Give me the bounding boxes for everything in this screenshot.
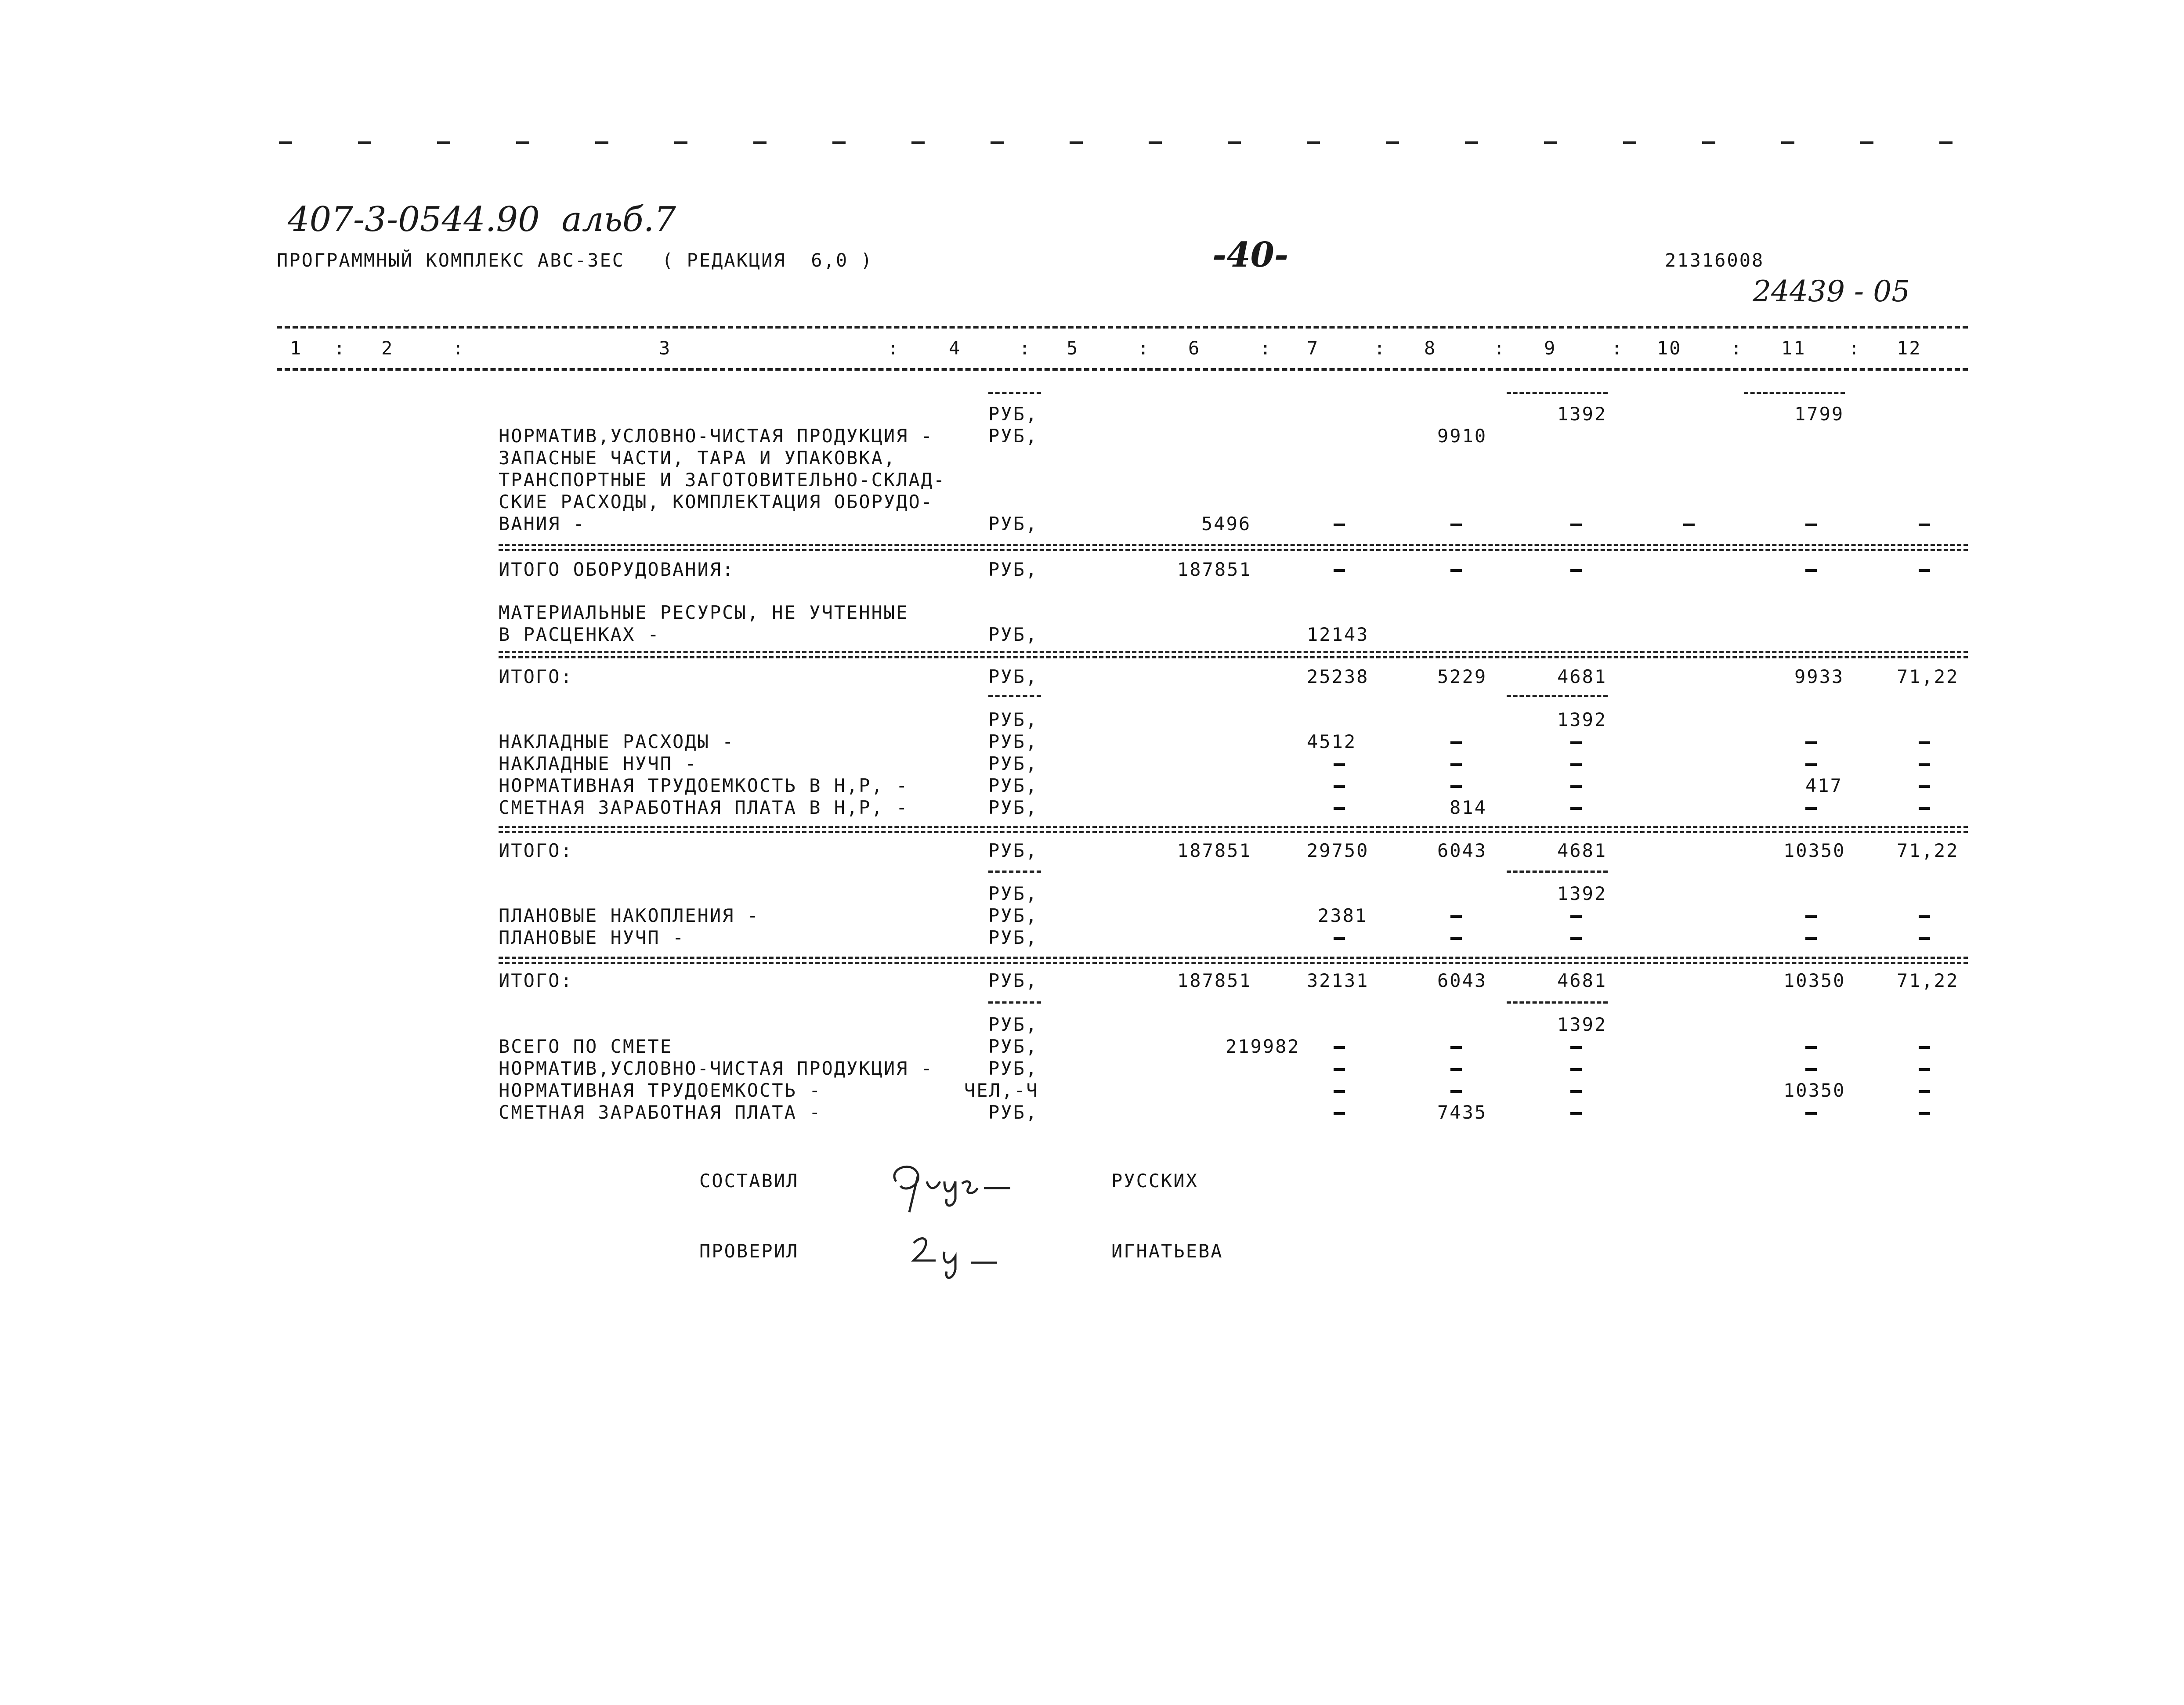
top-dash bbox=[1939, 141, 1953, 144]
cell: 187851 bbox=[1177, 559, 1252, 580]
cell: ЧЕЛ,-Ч bbox=[964, 1080, 1039, 1101]
col-sep: : bbox=[1493, 337, 1506, 359]
cell: РУБ, bbox=[988, 905, 1038, 926]
dash bbox=[1805, 807, 1817, 810]
cell: 4512 bbox=[1307, 731, 1357, 752]
row-label: НАКЛАДНЫЕ РАСХОДЫ - bbox=[499, 731, 735, 752]
dash bbox=[1919, 1068, 1930, 1071]
cell: РУБ, bbox=[988, 753, 1038, 774]
composed-name: РУССКИХ bbox=[1111, 1170, 1199, 1192]
top-dash bbox=[437, 141, 450, 144]
row-label: НОРМАТИВНАЯ ТРУДОЕМКОСТЬ В Н,Р, - bbox=[499, 775, 909, 796]
signature-checked bbox=[905, 1225, 1045, 1287]
signature-composed bbox=[879, 1151, 1019, 1217]
handwritten-doc-code: 407-3-0544.90 альб.7 bbox=[288, 200, 676, 239]
row-label: В РАСЦЕНКАХ - bbox=[499, 624, 660, 645]
cell: РУБ, bbox=[988, 559, 1038, 580]
top-dash bbox=[753, 141, 767, 144]
dash bbox=[1919, 1112, 1930, 1115]
row-label: СМЕТНАЯ ЗАРАБОТНАЯ ПЛАТА В Н,Р, - bbox=[499, 797, 909, 818]
cell: РУБ, bbox=[988, 883, 1038, 904]
top-dash bbox=[595, 141, 608, 144]
top-dash bbox=[279, 141, 292, 144]
dash bbox=[1334, 569, 1345, 572]
row-label: ВСЕГО ПО СМЕТЕ bbox=[499, 1036, 673, 1057]
dash bbox=[1450, 785, 1462, 788]
top-dash bbox=[1544, 141, 1557, 144]
row-rule bbox=[499, 656, 1968, 658]
dash bbox=[1805, 763, 1817, 766]
col-2: 2 bbox=[381, 337, 394, 359]
cell-rule bbox=[1507, 871, 1608, 873]
dash bbox=[1570, 1046, 1582, 1049]
row-rule bbox=[499, 549, 1968, 551]
row-label: ВАНИЯ - bbox=[499, 513, 586, 535]
cell: 5229 bbox=[1437, 666, 1487, 687]
dash bbox=[1450, 1090, 1462, 1093]
dash bbox=[1334, 937, 1345, 940]
dash bbox=[1570, 524, 1582, 526]
dash bbox=[1334, 1112, 1345, 1115]
table-row: РУБ, bbox=[988, 403, 1038, 425]
cell: РУБ, bbox=[988, 624, 1038, 645]
row-label: НАКЛАДНЫЕ НУЧП - bbox=[499, 753, 698, 774]
cell: 71,22 bbox=[1897, 840, 1959, 861]
dash bbox=[1334, 807, 1345, 810]
col-11: 11 bbox=[1781, 337, 1806, 359]
top-dash bbox=[991, 141, 1004, 144]
cell: РУБ, bbox=[988, 666, 1038, 687]
cell: 1392 bbox=[1557, 883, 1607, 904]
dash bbox=[1570, 1090, 1582, 1093]
dash bbox=[1570, 915, 1582, 918]
cell: 1392 bbox=[1557, 1014, 1607, 1035]
col-5: 5 bbox=[1067, 337, 1079, 359]
top-dash bbox=[1149, 141, 1162, 144]
dash bbox=[1919, 524, 1930, 526]
cell: 29750 bbox=[1307, 840, 1369, 861]
handwritten-sheet-code: 24439 - 05 bbox=[1753, 275, 1910, 308]
dash bbox=[1919, 741, 1930, 744]
checked-name: ИГНАТЬЕВА bbox=[1111, 1240, 1223, 1262]
dash bbox=[1805, 569, 1817, 572]
unit-rule bbox=[988, 392, 1041, 394]
cell-rule bbox=[1744, 392, 1845, 394]
dash bbox=[1450, 915, 1462, 918]
dash bbox=[1805, 1068, 1817, 1071]
row-label: ТРАНСПОРТНЫЕ И ЗАГОТОВИТЕЛЬНО-СКЛАД- bbox=[499, 469, 946, 491]
cell: РУБ, bbox=[988, 513, 1038, 535]
row-label: ИТОГО: bbox=[499, 840, 573, 861]
unit-rule bbox=[988, 1001, 1041, 1004]
col-6: 6 bbox=[1188, 337, 1201, 359]
cell: 7435 bbox=[1437, 1102, 1487, 1123]
col-sep: : bbox=[1848, 337, 1861, 359]
dash bbox=[1450, 1068, 1462, 1071]
cell-rule bbox=[1507, 1001, 1608, 1004]
dash bbox=[1805, 1046, 1817, 1049]
dash bbox=[1334, 1046, 1345, 1049]
cell: РУБ, bbox=[988, 775, 1038, 796]
cell: 25238 bbox=[1307, 666, 1369, 687]
cell: 417 bbox=[1805, 775, 1843, 796]
header-top-rule bbox=[277, 326, 1968, 329]
cell: 4681 bbox=[1557, 970, 1607, 991]
dash bbox=[1570, 1068, 1582, 1071]
cell: 6043 bbox=[1437, 970, 1487, 991]
row-rule bbox=[499, 651, 1968, 653]
program-title: ПРОГРАММНЫЙ КОМПЛЕКС АВС-3ЕС ( РЕДАКЦИЯ 6,0 ) bbox=[277, 249, 873, 271]
row-label: СМЕТНАЯ ЗАРАБОТНАЯ ПЛАТА - bbox=[499, 1102, 822, 1123]
cell: 71,22 bbox=[1897, 666, 1959, 687]
cell: 6043 bbox=[1437, 840, 1487, 861]
cell: 9933 bbox=[1794, 666, 1844, 687]
dash bbox=[1334, 1090, 1345, 1093]
col-sep: : bbox=[887, 337, 900, 359]
cell: 10350 bbox=[1783, 840, 1846, 861]
top-dash bbox=[674, 141, 687, 144]
row-label: ИТОГО: bbox=[499, 970, 573, 991]
top-dash bbox=[1228, 141, 1241, 144]
top-dash bbox=[832, 141, 846, 144]
dash bbox=[1334, 1068, 1345, 1071]
col-9: 9 bbox=[1544, 337, 1557, 359]
dash bbox=[1570, 807, 1582, 810]
dash bbox=[1919, 807, 1930, 810]
dash bbox=[1919, 763, 1930, 766]
unit-rule bbox=[988, 695, 1041, 697]
cell: РУБ, bbox=[988, 1058, 1038, 1079]
col-12: 12 bbox=[1897, 337, 1922, 359]
col-3: 3 bbox=[659, 337, 672, 359]
row-rule bbox=[499, 831, 1968, 833]
dash bbox=[1450, 1046, 1462, 1049]
cell: 5496 bbox=[1201, 513, 1251, 535]
col-8: 8 bbox=[1424, 337, 1437, 359]
cell: 10350 bbox=[1783, 970, 1846, 991]
cell: РУБ, bbox=[988, 1014, 1038, 1035]
cell: РУБ, bbox=[988, 731, 1038, 752]
top-dash bbox=[516, 141, 529, 144]
cell: 187851 bbox=[1177, 970, 1252, 991]
row-label: НОРМАТИВ,УСЛОВНО-ЧИСТАЯ ПРОДУКЦИЯ - bbox=[499, 1058, 934, 1079]
cell: 187851 bbox=[1177, 840, 1252, 861]
dash bbox=[1334, 524, 1345, 526]
top-dash bbox=[1465, 141, 1478, 144]
cell: РУБ, bbox=[988, 970, 1038, 991]
row-label: ПЛАНОВЫЕ НУЧП - bbox=[499, 927, 685, 948]
row-label: ИТОГО: bbox=[499, 666, 573, 687]
dash bbox=[1570, 1112, 1582, 1115]
cell: 1392 bbox=[1557, 709, 1607, 730]
dash bbox=[1334, 785, 1345, 788]
dash bbox=[1919, 937, 1930, 940]
cell: РУБ, bbox=[988, 709, 1038, 730]
cell-rule bbox=[1507, 695, 1608, 697]
cell: 4681 bbox=[1557, 666, 1607, 687]
row-label: ПЛАНОВЫЕ НАКОПЛЕНИЯ - bbox=[499, 905, 760, 926]
col-sep: : bbox=[1260, 337, 1273, 359]
row-label: МАТЕРИАЛЬНЫЕ РЕСУРСЫ, НЕ УЧТЕННЫЕ bbox=[499, 602, 909, 623]
col-sep: : bbox=[1374, 337, 1387, 359]
cell: РУБ, bbox=[988, 927, 1038, 948]
dash bbox=[1805, 915, 1817, 918]
dash bbox=[1919, 1090, 1930, 1093]
cell: РУБ, bbox=[988, 840, 1038, 861]
dash bbox=[1570, 763, 1582, 766]
row-label: ЗАПАСНЫЕ ЧАСТИ, ТАРА И УПАКОВКА, bbox=[499, 447, 897, 469]
dash bbox=[1334, 763, 1345, 766]
dash bbox=[1919, 1046, 1930, 1049]
row-label: СКИЕ РАСХОДЫ, КОМПЛЕКТАЦИЯ ОБОРУДО- bbox=[499, 491, 934, 513]
row-label: ИТОГО ОБОРУДОВАНИЯ: bbox=[499, 559, 735, 580]
cell: 1392 bbox=[1557, 403, 1607, 425]
col-7: 7 bbox=[1307, 337, 1320, 359]
top-dash bbox=[1781, 141, 1794, 144]
program-code: 21316008 bbox=[1665, 249, 1765, 271]
cell: 12143 bbox=[1307, 624, 1369, 645]
col-sep: : bbox=[1138, 337, 1150, 359]
cell: 814 bbox=[1450, 797, 1487, 818]
cell: РУБ, bbox=[988, 425, 1038, 447]
dash bbox=[1450, 524, 1462, 526]
row-rule bbox=[499, 544, 1968, 546]
row-rule bbox=[499, 957, 1968, 959]
dash bbox=[1805, 741, 1817, 744]
cell: РУБ, bbox=[988, 1036, 1038, 1057]
row-label: НОРМАТИВНАЯ ТРУДОЕМКОСТЬ - bbox=[499, 1080, 822, 1101]
row-rule bbox=[499, 962, 1968, 964]
cell: 4681 bbox=[1557, 840, 1607, 861]
dash bbox=[1570, 937, 1582, 940]
cell: 1799 bbox=[1794, 403, 1844, 425]
dash bbox=[1805, 524, 1817, 526]
col-sep: : bbox=[334, 337, 347, 359]
dash bbox=[1805, 937, 1817, 940]
header-bottom-rule bbox=[277, 368, 1968, 371]
dash bbox=[1683, 524, 1695, 526]
cell: 2381 bbox=[1318, 905, 1368, 926]
cell: 71,22 bbox=[1897, 970, 1959, 991]
dash bbox=[1919, 915, 1930, 918]
col-10: 10 bbox=[1657, 337, 1682, 359]
cell: РУБ, bbox=[988, 797, 1038, 818]
dash bbox=[1919, 785, 1930, 788]
col-sep: : bbox=[452, 337, 465, 359]
top-dash bbox=[1307, 141, 1320, 144]
col-4: 4 bbox=[949, 337, 962, 359]
top-dash bbox=[1386, 141, 1399, 144]
cell: 9910 bbox=[1437, 425, 1487, 447]
dash bbox=[1570, 741, 1582, 744]
handwritten-page-number: -40- bbox=[1212, 235, 1289, 275]
dash bbox=[1450, 763, 1462, 766]
dash bbox=[1450, 937, 1462, 940]
unit-rule bbox=[988, 871, 1041, 873]
dash bbox=[1805, 1112, 1817, 1115]
dash bbox=[1570, 569, 1582, 572]
top-dash bbox=[358, 141, 371, 144]
cell-rule bbox=[1507, 392, 1608, 394]
top-dash bbox=[1702, 141, 1715, 144]
col-sep: : bbox=[1019, 337, 1032, 359]
top-dash bbox=[1860, 141, 1873, 144]
col-sep: : bbox=[1611, 337, 1624, 359]
top-dash bbox=[1623, 141, 1636, 144]
col-1: 1 bbox=[290, 337, 303, 359]
top-dash bbox=[911, 141, 925, 144]
col-sep: : bbox=[1731, 337, 1743, 359]
dash bbox=[1450, 741, 1462, 744]
row-label: НОРМАТИВ,УСЛОВНО-ЧИСТАЯ ПРОДУКЦИЯ - bbox=[499, 425, 934, 447]
dash bbox=[1919, 569, 1930, 572]
cell: 219982 bbox=[1226, 1036, 1300, 1057]
top-dash bbox=[1070, 141, 1083, 144]
cell: 32131 bbox=[1307, 970, 1369, 991]
cell: РУБ, bbox=[988, 1102, 1038, 1123]
dash bbox=[1570, 785, 1582, 788]
row-rule bbox=[499, 826, 1968, 828]
cell: 10350 bbox=[1783, 1080, 1846, 1101]
checked-label: ПРОВЕРИЛ bbox=[699, 1240, 799, 1262]
dash bbox=[1450, 569, 1462, 572]
composed-label: СОСТАВИЛ bbox=[699, 1170, 799, 1192]
